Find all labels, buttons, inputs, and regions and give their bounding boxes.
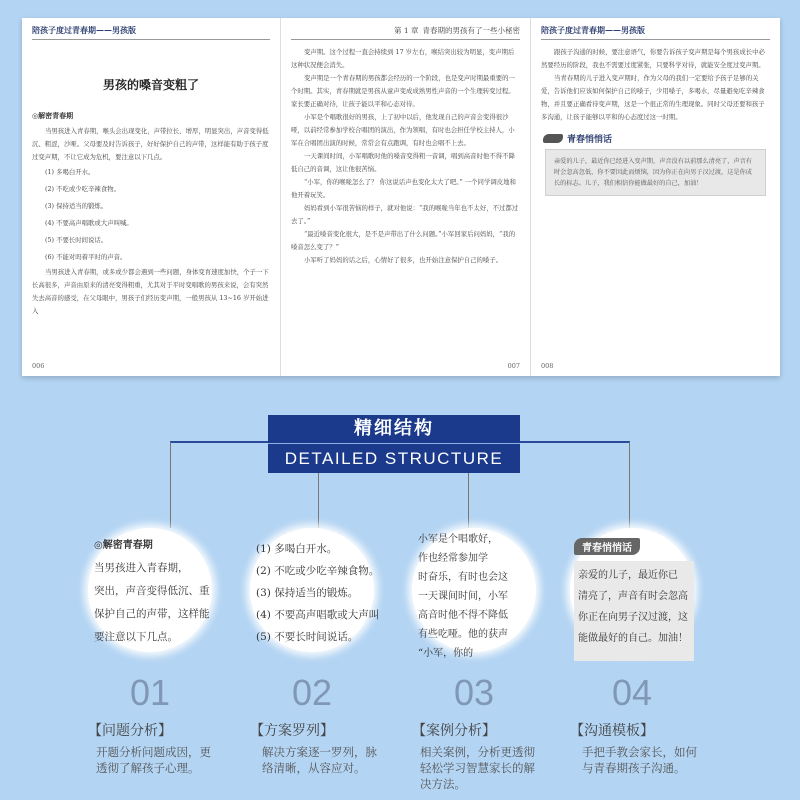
zoom-circle-4 — [570, 528, 694, 652]
zoom-line: (4) 不要高声唱歌或大声叫 — [256, 609, 380, 621]
feature-number: 03 — [453, 672, 495, 713]
paragraph: 当青春期的儿子进入变声期时，作为父母的我们一定要给予孩子足够的关爱，告诉他们应该如何保护自己的嗓子，少用嗓子，多喝水，尽量避免吃辛辣食物，并且要正确看待变声期，这是一个很正常的生理现象。同时父母还要和孩子多沟通，让孩子能够以平和的心态度过这一时期。 — [541, 74, 765, 121]
connector-line — [468, 473, 469, 528]
zoom-line: 保护自己的声带，这样能 — [94, 608, 210, 620]
zoom-line: 清亮了，声音有时会忽高 — [578, 591, 688, 602]
page-number: 008 — [541, 362, 554, 370]
tip-list — [32, 164, 270, 266]
zoom-line: 有些吃哑。他的获声 — [418, 629, 508, 640]
feature-label: 【问题分析】 — [88, 723, 172, 739]
series-logo: 陪孩子度过青春期——男孩版 — [32, 25, 136, 35]
zoom-line: 要注意以下几点。 — [94, 631, 178, 643]
paragraph: “小军，你的喉咙怎么了？ 你这说话声也变化太大了吧。” 一个同学调皮地和他开着玩笑。 — [291, 178, 516, 199]
feature-label: 【案例分析】 — [412, 723, 496, 739]
feature-desc: 相关案例，分析更透彻轻松学习智慧家长的解决方法。 — [420, 745, 535, 791]
series-logo: 陪孩子度过青春期——男孩版 — [541, 25, 645, 35]
feature-desc: 开题分析问题成因，更透彻了解孩子心理。 — [96, 745, 211, 775]
zoom-line: 高音时他不得不降低 — [418, 610, 508, 621]
page-title: 男孩的嗓音变粗了 — [102, 78, 199, 92]
zoom-line: 能做最好的自己。加油！ — [578, 633, 688, 644]
tip-box: 亲爱的儿子，最近你已经进入变声期，声音没有以前那么清亮了，声音有时会忽高忽低，你不要因此而烦恼，因为你正在向男子汉过渡，这是你成长的标志。儿子，我们相信你能做最好的自己，加油！ — [545, 149, 766, 196]
paragraph: 小军是个唱歌很好的男孩，上了初中以后，他发现自己的声音会变得很沙哑，以前经常参加学校合唱团的演出，作为领唱，有时也会担任学校主持人，小军在合唱团出演的时候，常常会有点跑调，有时也会唱不上去。 — [291, 113, 515, 147]
zoom-circle-2 — [250, 528, 380, 652]
book-page-right — [530, 18, 780, 376]
page-header — [291, 24, 520, 40]
list-item: (4) 不要高声唱歌或大声叫喊。 — [45, 219, 133, 227]
list-item: (2) 不吃或少吃辛辣食物。 — [45, 185, 120, 193]
paragraph: “最近嗓音变化很大，是不是声带出了什么问题。”小军回家后问妈妈，“我的嗓音怎么变了？” — [291, 230, 516, 251]
zoom-line: 突出，声音变得低沉、重 — [94, 585, 210, 597]
section-heading: ◎解密青春期 — [32, 111, 74, 120]
zoom-line: 时奋乐，有时也会这 — [418, 572, 508, 583]
paragraph: 小军听了妈妈的话之后，心情好了很多，也开始注意保护自己的嗓子。 — [304, 256, 503, 264]
book-page-middle — [280, 18, 530, 376]
zoom-line: 亲爱的儿子，最近你已 — [578, 570, 678, 581]
paragraph: 跟孩子沟通的时候，要注意语气，你要告诉孩子变声期是每个男孩成长中必然要经历的阶段，我也不需要过度紧张，只要科学对待，就能安全度过变声期。 — [541, 48, 765, 69]
feature-label: 【方案罗列】 — [250, 723, 334, 739]
zoom-circle-3 — [412, 528, 536, 659]
tip-box-title: 青春悄悄话 — [541, 132, 770, 145]
page-number: 007 — [507, 362, 520, 370]
feature-label: 【沟通模板】 — [570, 723, 654, 739]
zoom-line: 作也经常参加学 — [418, 553, 488, 564]
connector-line — [318, 473, 319, 528]
banner-title-cn: 精细结构 — [268, 415, 520, 443]
book-page-left — [22, 18, 280, 376]
page-header — [541, 24, 770, 40]
paragraph: 当男孩进入青春期，或多或少都会遇到一些问题，身体变育速度加快，个子一下长高很多，声音由原来的清亮变得粗重，尤其对于平时变唱歌的男孩来说，会有突然失去高音的感受，在父母眼中，男孩子们经历变声期，一般男孩从 13~16 岁开始进入 — [32, 268, 269, 315]
section-banner — [268, 415, 520, 473]
feature-desc: 解决方案逐一罗列，脉络清晰，从容应对。 — [262, 745, 377, 775]
paragraph: 一天课间时间，小军唱歌时他的嗓音变得粗一音调，唱到高音时他不得不降低自己的音调，这让他很苦恼。 — [291, 152, 515, 173]
banner-line-right — [520, 441, 630, 443]
paragraph: 变声期。这个过程一直会持续到 17 岁左右，喉结突出较为明显，变声期后这种状况便会消失。 — [291, 48, 515, 69]
zoom-line: 小军是个唱歌好， — [418, 534, 498, 545]
zoom-line: (3) 保持适当的锻炼。 — [256, 587, 359, 599]
paragraph: 当男孩进入青春期，喉头会出现变化，声带拉长、增厚，明显突出，声音变得低沉、粗涩，沙哑。父母要及时告诉孩子，好好保护自己的声带，这样能有助于孩子度过变声期，不让它成为危机，要注意以下几点。 — [32, 127, 269, 161]
paragraph: 变声期是一个青春期的男孩都会经历的一个阶段，也是变声时期最重要的一个时期。其实，青春期就是男孩从童声变成成熟男性声音的一个生理转变过程。家长要正确对待，让孩子能以平和心态对待。 — [291, 74, 515, 108]
paragraph: 妈妈看到小军很苦恼的样子，就对他说：“我的喉咙当年也不太好，不过都过去了。” — [291, 204, 519, 225]
book-spread — [22, 18, 780, 376]
zoom-circle-1 — [88, 528, 212, 652]
zoom-line: 当男孩进入青春期， — [94, 562, 189, 574]
zoom-line: “小军，你的 — [418, 648, 474, 659]
list-item: (6) 不能对吗着平时的声音。 — [45, 253, 127, 261]
list-item: (3) 保持适当的锻炼。 — [45, 202, 108, 210]
zoom-heading: ◎解密青春期 — [94, 540, 153, 551]
zoom-line: (5) 不要长时间说话。 — [256, 631, 359, 643]
page-number: 006 — [32, 362, 45, 370]
feature-number: 01 — [129, 672, 171, 713]
chapter-title: 青春期的男孩有了一些小秘密 — [422, 26, 520, 35]
page-header — [32, 24, 270, 40]
banner-title-en: DETAILED STRUCTURE — [268, 443, 520, 473]
feature-desc: 手把手教会家长，如何与青春期孩子沟通。 — [582, 745, 697, 775]
zoom-line: 一天课间时间，小军 — [418, 591, 508, 602]
chapter-label: 第 1 章 — [393, 26, 419, 35]
connector-line — [629, 442, 630, 528]
feature-number: 04 — [611, 672, 653, 713]
zoom-line: (1) 多喝白开水。 — [256, 543, 338, 555]
list-item: (1) 多喝白开水。 — [45, 168, 95, 176]
zoom-tag: 青春悄悄话 — [574, 538, 640, 555]
feature-number: 02 — [291, 672, 333, 713]
zoom-line: (2) 不吃或少吃辛辣食物。 — [256, 565, 380, 577]
zoom-line: 你正在向男子汉过渡，这 — [578, 612, 688, 623]
list-item: (5) 不要长时间说话。 — [45, 236, 108, 244]
zoom-quote-box — [574, 561, 694, 661]
banner-line-left — [170, 441, 268, 443]
connector-line — [170, 442, 171, 528]
